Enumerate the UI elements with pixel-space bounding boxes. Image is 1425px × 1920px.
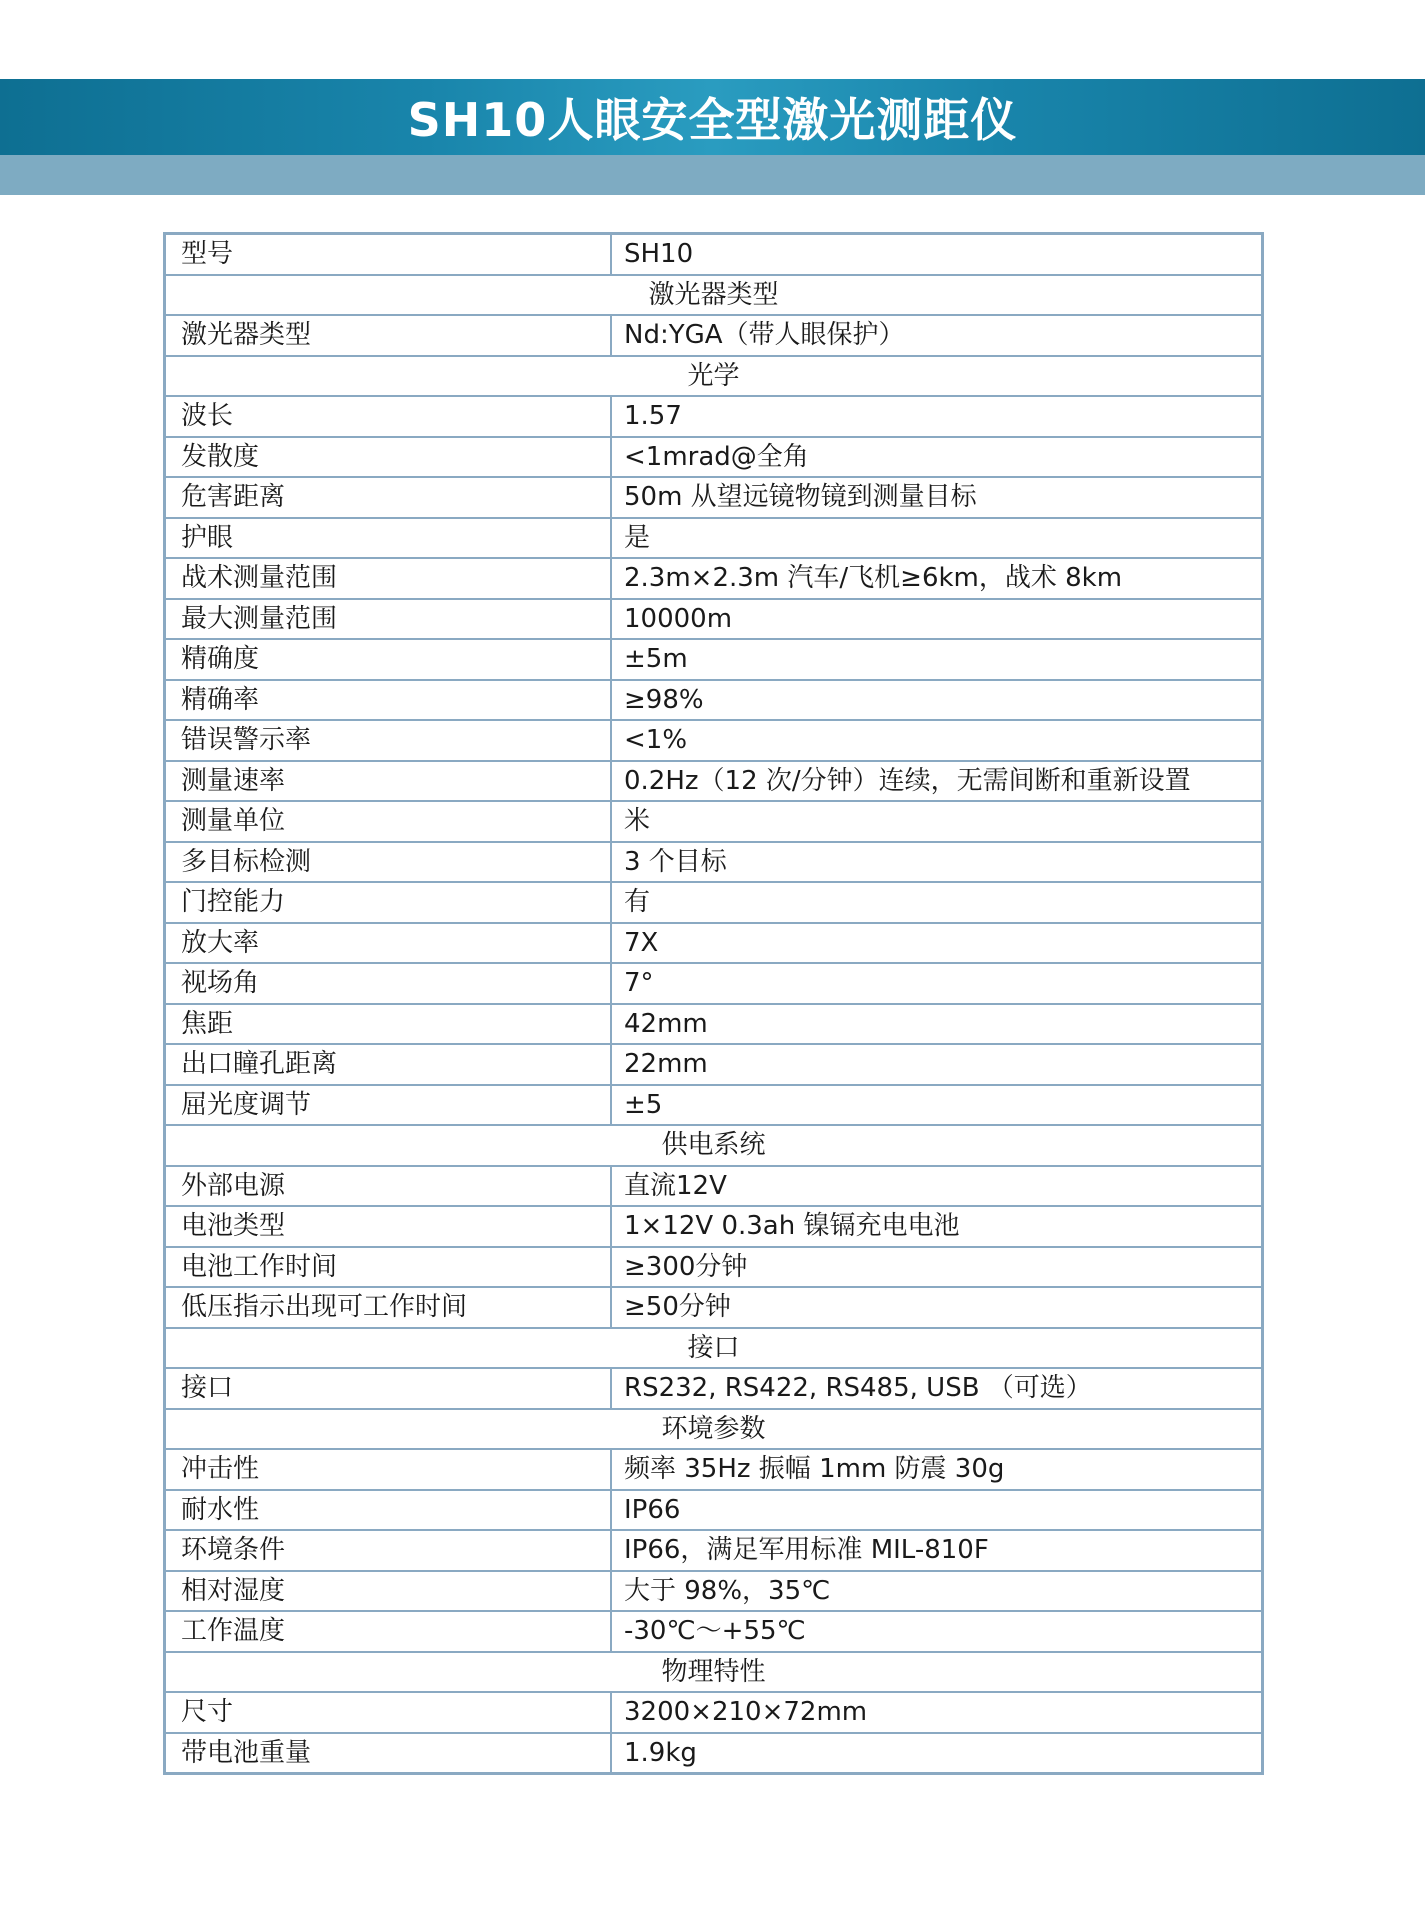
spec-value: 2.3m×2.3m 汽车/飞机≥6km，战术 8km: [611, 558, 1263, 599]
spec-row: [165, 1733, 1263, 1774]
spec-value: 10000m: [611, 599, 1263, 640]
spec-label: 视场角: [165, 963, 612, 1004]
spec-row: [165, 923, 1263, 964]
section-header-row: [165, 1328, 1263, 1369]
spec-value: 22mm: [611, 1044, 1263, 1085]
spec-label: 门控能力: [165, 882, 612, 923]
spec-label: 环境条件: [165, 1530, 612, 1571]
spec-row: [165, 315, 1263, 356]
section-header-row: [165, 356, 1263, 397]
spec-label: 战术测量范围: [165, 558, 612, 599]
section-header-row: [165, 1409, 1263, 1450]
spec-value: ±5m: [611, 639, 1263, 680]
spec-label: 多目标检测: [165, 842, 612, 883]
spec-value: <1mrad@全角: [611, 437, 1263, 478]
spec-value: 直流12V: [611, 1166, 1263, 1207]
section-header: 激光器类型: [165, 275, 1263, 316]
spec-label: 波长: [165, 396, 612, 437]
spec-value: 米: [611, 801, 1263, 842]
spec-label: 屈光度调节: [165, 1085, 612, 1126]
spec-label: 型号: [165, 234, 612, 275]
spec-row: [165, 1611, 1263, 1652]
spec-row: [165, 1530, 1263, 1571]
spec-label: 工作温度: [165, 1611, 612, 1652]
spec-label: 精确率: [165, 680, 612, 721]
spec-value: 是: [611, 518, 1263, 559]
spec-row: [165, 639, 1263, 680]
spec-row: [165, 1004, 1263, 1045]
spec-label: 电池类型: [165, 1206, 612, 1247]
spec-table-body: [165, 234, 1263, 1774]
spec-label: 护眼: [165, 518, 612, 559]
spec-row: [165, 599, 1263, 640]
spec-value: IP66: [611, 1490, 1263, 1531]
spec-label: 错误警示率: [165, 720, 612, 761]
spec-label: 精确度: [165, 639, 612, 680]
page-title: SH10人眼安全型激光测距仪: [407, 93, 1018, 147]
spec-label: 焦距: [165, 1004, 612, 1045]
section-header-row: [165, 275, 1263, 316]
spec-value: 大于 98%，35℃: [611, 1571, 1263, 1612]
spec-row: [165, 1206, 1263, 1247]
spec-row: [165, 842, 1263, 883]
spec-row: [165, 1247, 1263, 1288]
spec-value: 3200×210×72mm: [611, 1692, 1263, 1733]
spec-label: 激光器类型: [165, 315, 612, 356]
spec-row: [165, 558, 1263, 599]
spec-value: ±5: [611, 1085, 1263, 1126]
spec-row: [165, 680, 1263, 721]
section-header: 接口: [165, 1328, 1263, 1369]
decorative-band: [0, 155, 1425, 195]
spec-value: 1.57: [611, 396, 1263, 437]
spec-row: [165, 1085, 1263, 1126]
spec-row: [165, 720, 1263, 761]
spec-label: 测量速率: [165, 761, 612, 802]
spec-row: [165, 1044, 1263, 1085]
section-header: 环境参数: [165, 1409, 1263, 1450]
spec-label: 尺寸: [165, 1692, 612, 1733]
spec-row: [165, 882, 1263, 923]
section-header-row: [165, 1652, 1263, 1693]
section-header: 光学: [165, 356, 1263, 397]
spec-label: 最大测量范围: [165, 599, 612, 640]
spec-label: 带电池重量: [165, 1733, 612, 1774]
spec-value: 有: [611, 882, 1263, 923]
spec-row: [165, 1449, 1263, 1490]
spec-value: <1%: [611, 720, 1263, 761]
spec-row: [165, 1692, 1263, 1733]
spec-row: [165, 477, 1263, 518]
spec-value: 3 个目标: [611, 842, 1263, 883]
spec-row: [165, 1571, 1263, 1612]
spec-label: 耐水性: [165, 1490, 612, 1531]
spec-value: -30℃～+55℃: [611, 1611, 1263, 1652]
spec-value: ≥300分钟: [611, 1247, 1263, 1288]
section-header: 供电系统: [165, 1125, 1263, 1166]
spec-label: 低压指示出现可工作时间: [165, 1287, 612, 1328]
spec-value: 7°: [611, 963, 1263, 1004]
spec-value: 7X: [611, 923, 1263, 964]
spec-row: [165, 437, 1263, 478]
spec-label: 电池工作时间: [165, 1247, 612, 1288]
spec-value: 0.2Hz（12 次/分钟）连续，无需间断和重新设置: [611, 761, 1263, 802]
spec-value: ≥50分钟: [611, 1287, 1263, 1328]
spec-label: 发散度: [165, 437, 612, 478]
spec-label: 接口: [165, 1368, 612, 1409]
spec-label: 冲击性: [165, 1449, 612, 1490]
spec-row: [165, 1287, 1263, 1328]
spec-table: [163, 232, 1264, 1775]
spec-row: [165, 518, 1263, 559]
section-header: 物理特性: [165, 1652, 1263, 1693]
spec-row: [165, 396, 1263, 437]
spec-value: 频率 35Hz 振幅 1mm 防震 30g: [611, 1449, 1263, 1490]
spec-value: SH10: [611, 234, 1263, 275]
spec-value: 1×12V 0.3ah 镍镉充电电池: [611, 1206, 1263, 1247]
spec-label: 外部电源: [165, 1166, 612, 1207]
spec-value: IP66，满足军用标准 MIL-810F: [611, 1530, 1263, 1571]
spec-label: 放大率: [165, 923, 612, 964]
spec-label: 相对湿度: [165, 1571, 612, 1612]
spec-label: 测量单位: [165, 801, 612, 842]
spec-row: [165, 234, 1263, 275]
spec-label: 危害距离: [165, 477, 612, 518]
spec-row: [165, 1166, 1263, 1207]
spec-value: RS232, RS422, RS485, USB （可选）: [611, 1368, 1263, 1409]
spec-row: [165, 761, 1263, 802]
spec-row: [165, 801, 1263, 842]
spec-value: Nd:YGA（带人眼保护）: [611, 315, 1263, 356]
spec-row: [165, 1368, 1263, 1409]
spec-label: 出口瞳孔距离: [165, 1044, 612, 1085]
spec-row: [165, 963, 1263, 1004]
title-banner: [0, 79, 1425, 155]
spec-value: 1.9kg: [611, 1733, 1263, 1774]
spec-value: 50m 从望远镜物镜到测量目标: [611, 477, 1263, 518]
spec-row: [165, 1490, 1263, 1531]
section-header-row: [165, 1125, 1263, 1166]
spec-value: 42mm: [611, 1004, 1263, 1045]
spec-value: ≥98%: [611, 680, 1263, 721]
